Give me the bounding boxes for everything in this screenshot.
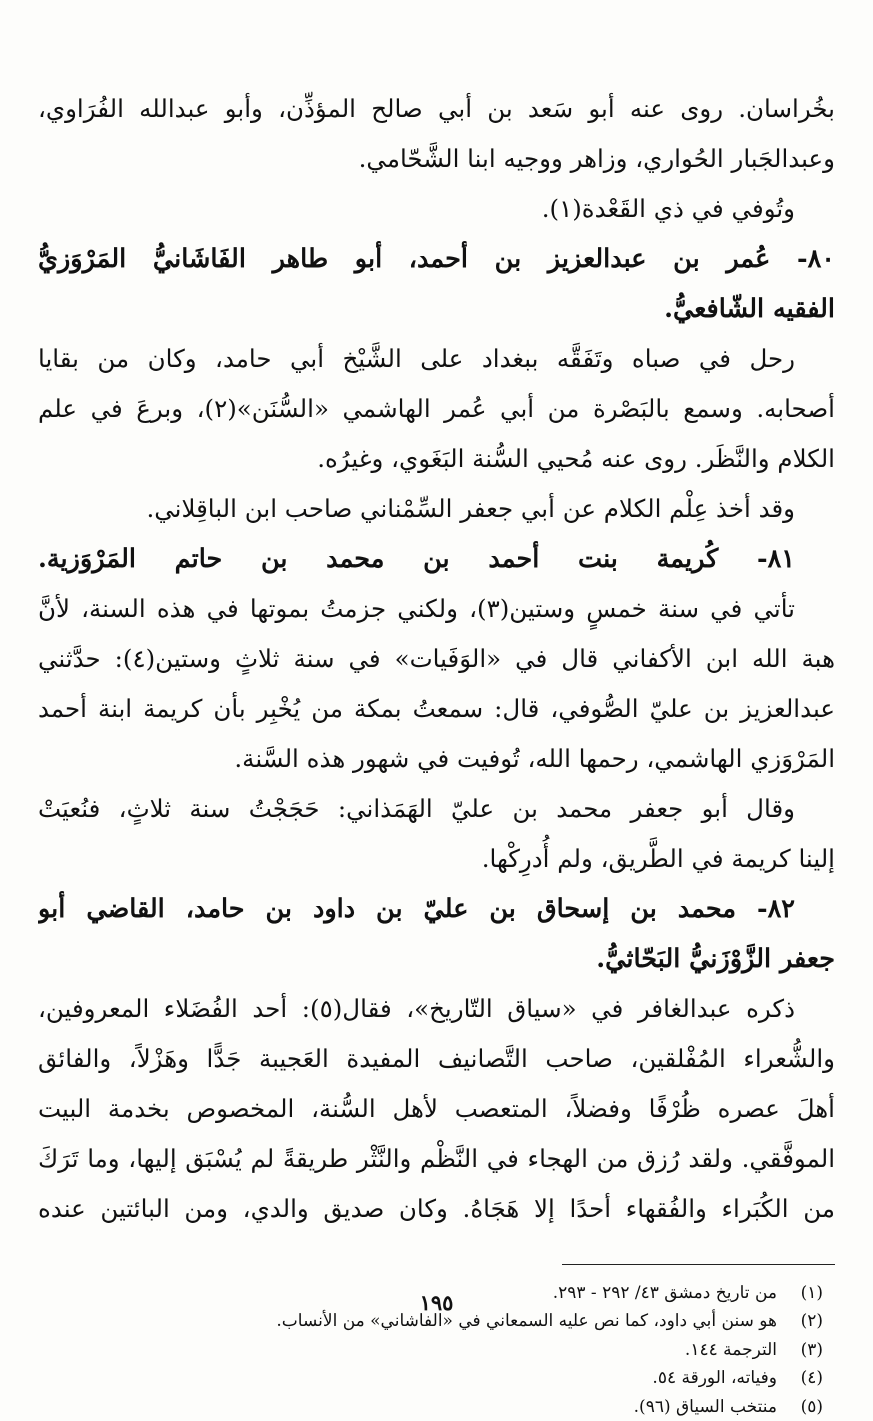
footnote-text: الترجمة ١٤٤. xyxy=(684,1339,777,1360)
footnote-text: هو سنن أبي داود، كما نص عليه السمعاني في «الفاشاني» من الأنساب. xyxy=(276,1311,777,1332)
footnote xyxy=(38,1393,835,1421)
footnote-number: (٤) xyxy=(800,1368,823,1389)
entry-heading-line: ٨١- كُريمة بنت أحمد بن محمد بن حاتم المَرْوَزية. xyxy=(38,544,795,574)
text-line: هبة الله ابن الأكفاني قال في «الوَفَيات» في سنة ثلاثٍ وستين(٤): حدَّثني xyxy=(38,644,835,673)
text-line: رحل في صباه وتَفَقَّه ببغداد على الشَّيْخ أبي حامد، وكان من بقايا xyxy=(38,344,795,373)
text-line: إلينا كريمة في الطَّريق، ولم أُدرِكْها. xyxy=(481,844,835,873)
text-line: من الكُبَراء والفُقهاء أحدًا إلا هَجَاهُ. وكان صديق والدي، ومن البائتين عنده xyxy=(38,1194,835,1223)
footnote-text: وفياته، الورقة ٥٤. xyxy=(652,1368,777,1389)
text-line: أصحابه. وسمع بالبَصْرة من أبي عُمر الهاشمي «السُّنَن»(٢)، وبرعَ في علم xyxy=(38,394,835,423)
text-line: أهلَ عصره ظُرْفًا وفضلاً، المتعصب لأهل السُّنة، المخصوص بخدمة البيت xyxy=(38,1094,835,1123)
main-text xyxy=(38,84,835,1234)
footnote-number: (٢) xyxy=(800,1311,823,1332)
text-line: وتُوفي في ذي القَعْدة(١). xyxy=(541,194,795,223)
footnote-number: (٥) xyxy=(800,1396,823,1417)
text-line: تأتي في سنة خمسٍ وستين(٣)، ولكني جزمتُ بموتها في هذه السنة، لأنَّ xyxy=(38,594,796,623)
text-line: بخُراسان. روى عنه أبو سَعد بن أبي صالح المؤذِّن، وأبو عبدالله الفُرَاوي، xyxy=(38,94,835,123)
footnote-text: من تاريخ دمشق ٤٣/ ٢٩٢ - ٢٩٣. xyxy=(552,1283,777,1303)
footnote-text: منتخب السياق (٩٦). xyxy=(633,1396,777,1417)
text-line: وقال أبو جعفر محمد بن عليّ الهَمَذاني: حَجَجْتُ سنة ثلاثٍ، فنُعيَتْ xyxy=(38,794,795,823)
footnote xyxy=(38,1336,835,1364)
footnote-separator xyxy=(562,1264,835,1265)
footnote-number: (١) xyxy=(800,1283,823,1303)
entry-heading-line: الفقيه الشّافعيُّ. xyxy=(664,294,835,324)
footnote xyxy=(38,1364,835,1392)
text-line: والشُّعراء المُفْلقين، صاحب التَّصانيف المفيدة العَجيبة جَدًّا وهَزْلاً، والفائق xyxy=(38,1044,835,1073)
footnote-number: (٣) xyxy=(800,1339,823,1360)
text-line: وقد أخذ عِلْم الكلام عن أبي جعفر السِّمْناني صاحب ابن الباقِلاني. xyxy=(146,494,795,523)
text-line: الموفَّقي. ولقد رُزق من الهجاء في النَّظْم والنَّثْر طريقةً لم يُسْبَق إليها، وما تَرَكَ xyxy=(38,1144,835,1173)
entry-heading-line: ٨٢- محمد بن إسحاق بن عليّ بن داود بن حامد، القاضي أبو xyxy=(38,894,795,924)
text-line: عبدالعزيز بن عليّ الصُّوفي، قال: سمعتُ بمكة من يُخْبِر بأن كريمة ابنة أحمد xyxy=(38,694,835,723)
entry-heading-line: ٨٠- عُمر بن عبدالعزيز بن أحمد، أبو طاهر الفَاشَانيُّ المَرْوَزيُّ xyxy=(38,244,835,274)
text-line: المَرْوَزي الهاشمي، رحمها الله، تُوفيت في شهور هذه السَّنة. xyxy=(234,744,835,773)
text-line: وعبدالجَبار الحُواري، وزاهر ووجيه ابنا الشَّحّامي. xyxy=(358,144,835,173)
text-line: ذكره عبدالغافر في «سياق التّاريخ»، فقال(٥): أحد الفُضَلاء المعروفين، xyxy=(38,994,795,1023)
page-number: ١٩٥ xyxy=(419,1290,454,1315)
entry-heading-line: جعفر الزَّوْزَنيُّ البَحّاثيُّ. xyxy=(596,944,835,974)
text-line: الكلام والنَّظَر. روى عنه مُحيي السُّنة البَغَوي، وغيرُه. xyxy=(317,444,835,473)
